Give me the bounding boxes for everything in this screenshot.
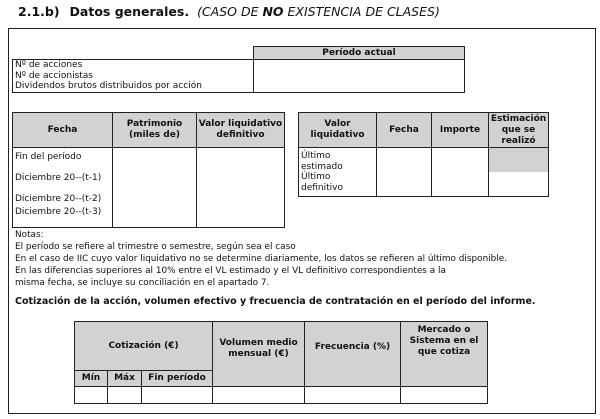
valor-value-cell [197,148,285,228]
subheader-min: Mín [75,371,108,387]
header-cotizacion: Cotización (€) [75,322,213,371]
section-heading [18,4,440,19]
row-label-dividendos: Dividendos brutos distribuidos por acción [15,81,202,91]
note-line: El período se refiere al trimestre o semestre, según sea el caso [15,242,296,252]
header-estimacion: Estimación que se realizó [489,113,549,148]
frecuencia-value-cell [305,387,401,404]
row-ultimo-definitivo: Último definitivo [301,172,343,193]
row-label-acciones: Nº de acciones [15,60,83,70]
subtitle-emphasis: NO [262,4,284,19]
blank-cell [13,47,254,60]
section-number: 2.1.b) [18,4,60,19]
header-volumen-medio: Volumen medio mensual (€) [213,322,305,387]
row-diciembre-t1: Diciembre 20--(t-1) [15,173,102,183]
fecha-labels-cell [13,148,113,228]
note-line: En las diferencias superiores al 10% entre el VL estimado y el VL definitivo correspondientes a la [15,266,446,276]
header-fecha: Fecha [13,113,113,148]
header-mercado: Mercado o Sistema en el que cotiza [401,322,488,387]
estimacion-shaded-area [489,148,548,172]
header-frecuencia: Frecuencia (%) [305,322,401,387]
note-line: En el caso de IIC cuyo valor liquidativo no se determine diariamente, los datos se refieren al último disponible. [15,254,508,264]
general-labels-cell [13,60,254,93]
periodo-actual-header: Período actual [254,47,465,60]
note-line: misma fecha, se incluye su conciliación en el apartado 7. [15,278,270,288]
subtitle-suffix: EXISTENCIA DE CLASES) [283,4,440,19]
subheader-max: Máx [108,371,142,387]
section-subtitle [197,4,440,19]
notes-label: Notas: [15,230,44,240]
blank-cell [488,322,583,404]
section-title: Datos generales. [69,4,190,19]
cotizacion-table [74,321,583,404]
row-ultimo-estimado: Último estimado [301,151,343,172]
header-fecha: Fecha [377,113,432,148]
fecha-value-cell [377,148,432,197]
cotizacion-title: Cotización de la acción, volumen efectivo y frecuencia de contratación en el período del informe. [15,296,536,307]
patrimonio-table [12,112,285,228]
row-diciembre-t3: Diciembre 20--(t-3) [15,207,102,217]
estimacion-value-cell [489,148,549,197]
valor-labels-cell [299,148,377,197]
fin-periodo-value-cell [142,387,213,404]
header-importe: Importe [432,113,489,148]
header-valor-liquidativo-definitivo: Valor liquidativo definitivo [197,113,285,148]
subheader-fin-periodo: Fin período [142,371,213,387]
valor-liquidativo-table [298,112,549,197]
volumen-value-cell [213,387,305,404]
value-cell [254,60,465,93]
notes-block [15,229,575,289]
subtitle-prefix: (CASO DE [197,4,263,19]
min-value-cell [75,387,108,404]
max-value-cell [108,387,142,404]
general-data-table [12,46,465,93]
importe-value-cell [432,148,489,197]
header-valor-liquidativo: Valor liquidativo [299,113,377,148]
mercado-value-cell [401,387,488,404]
row-fin-periodo: Fin del período [15,152,82,162]
patrimonio-value-cell [113,148,197,228]
row-label-accionistas: Nº de accionistas [15,70,93,81]
row-diciembre-t2: Diciembre 20--(t-2) [15,194,102,204]
header-patrimonio: Patrimonio (miles de) [113,113,197,148]
